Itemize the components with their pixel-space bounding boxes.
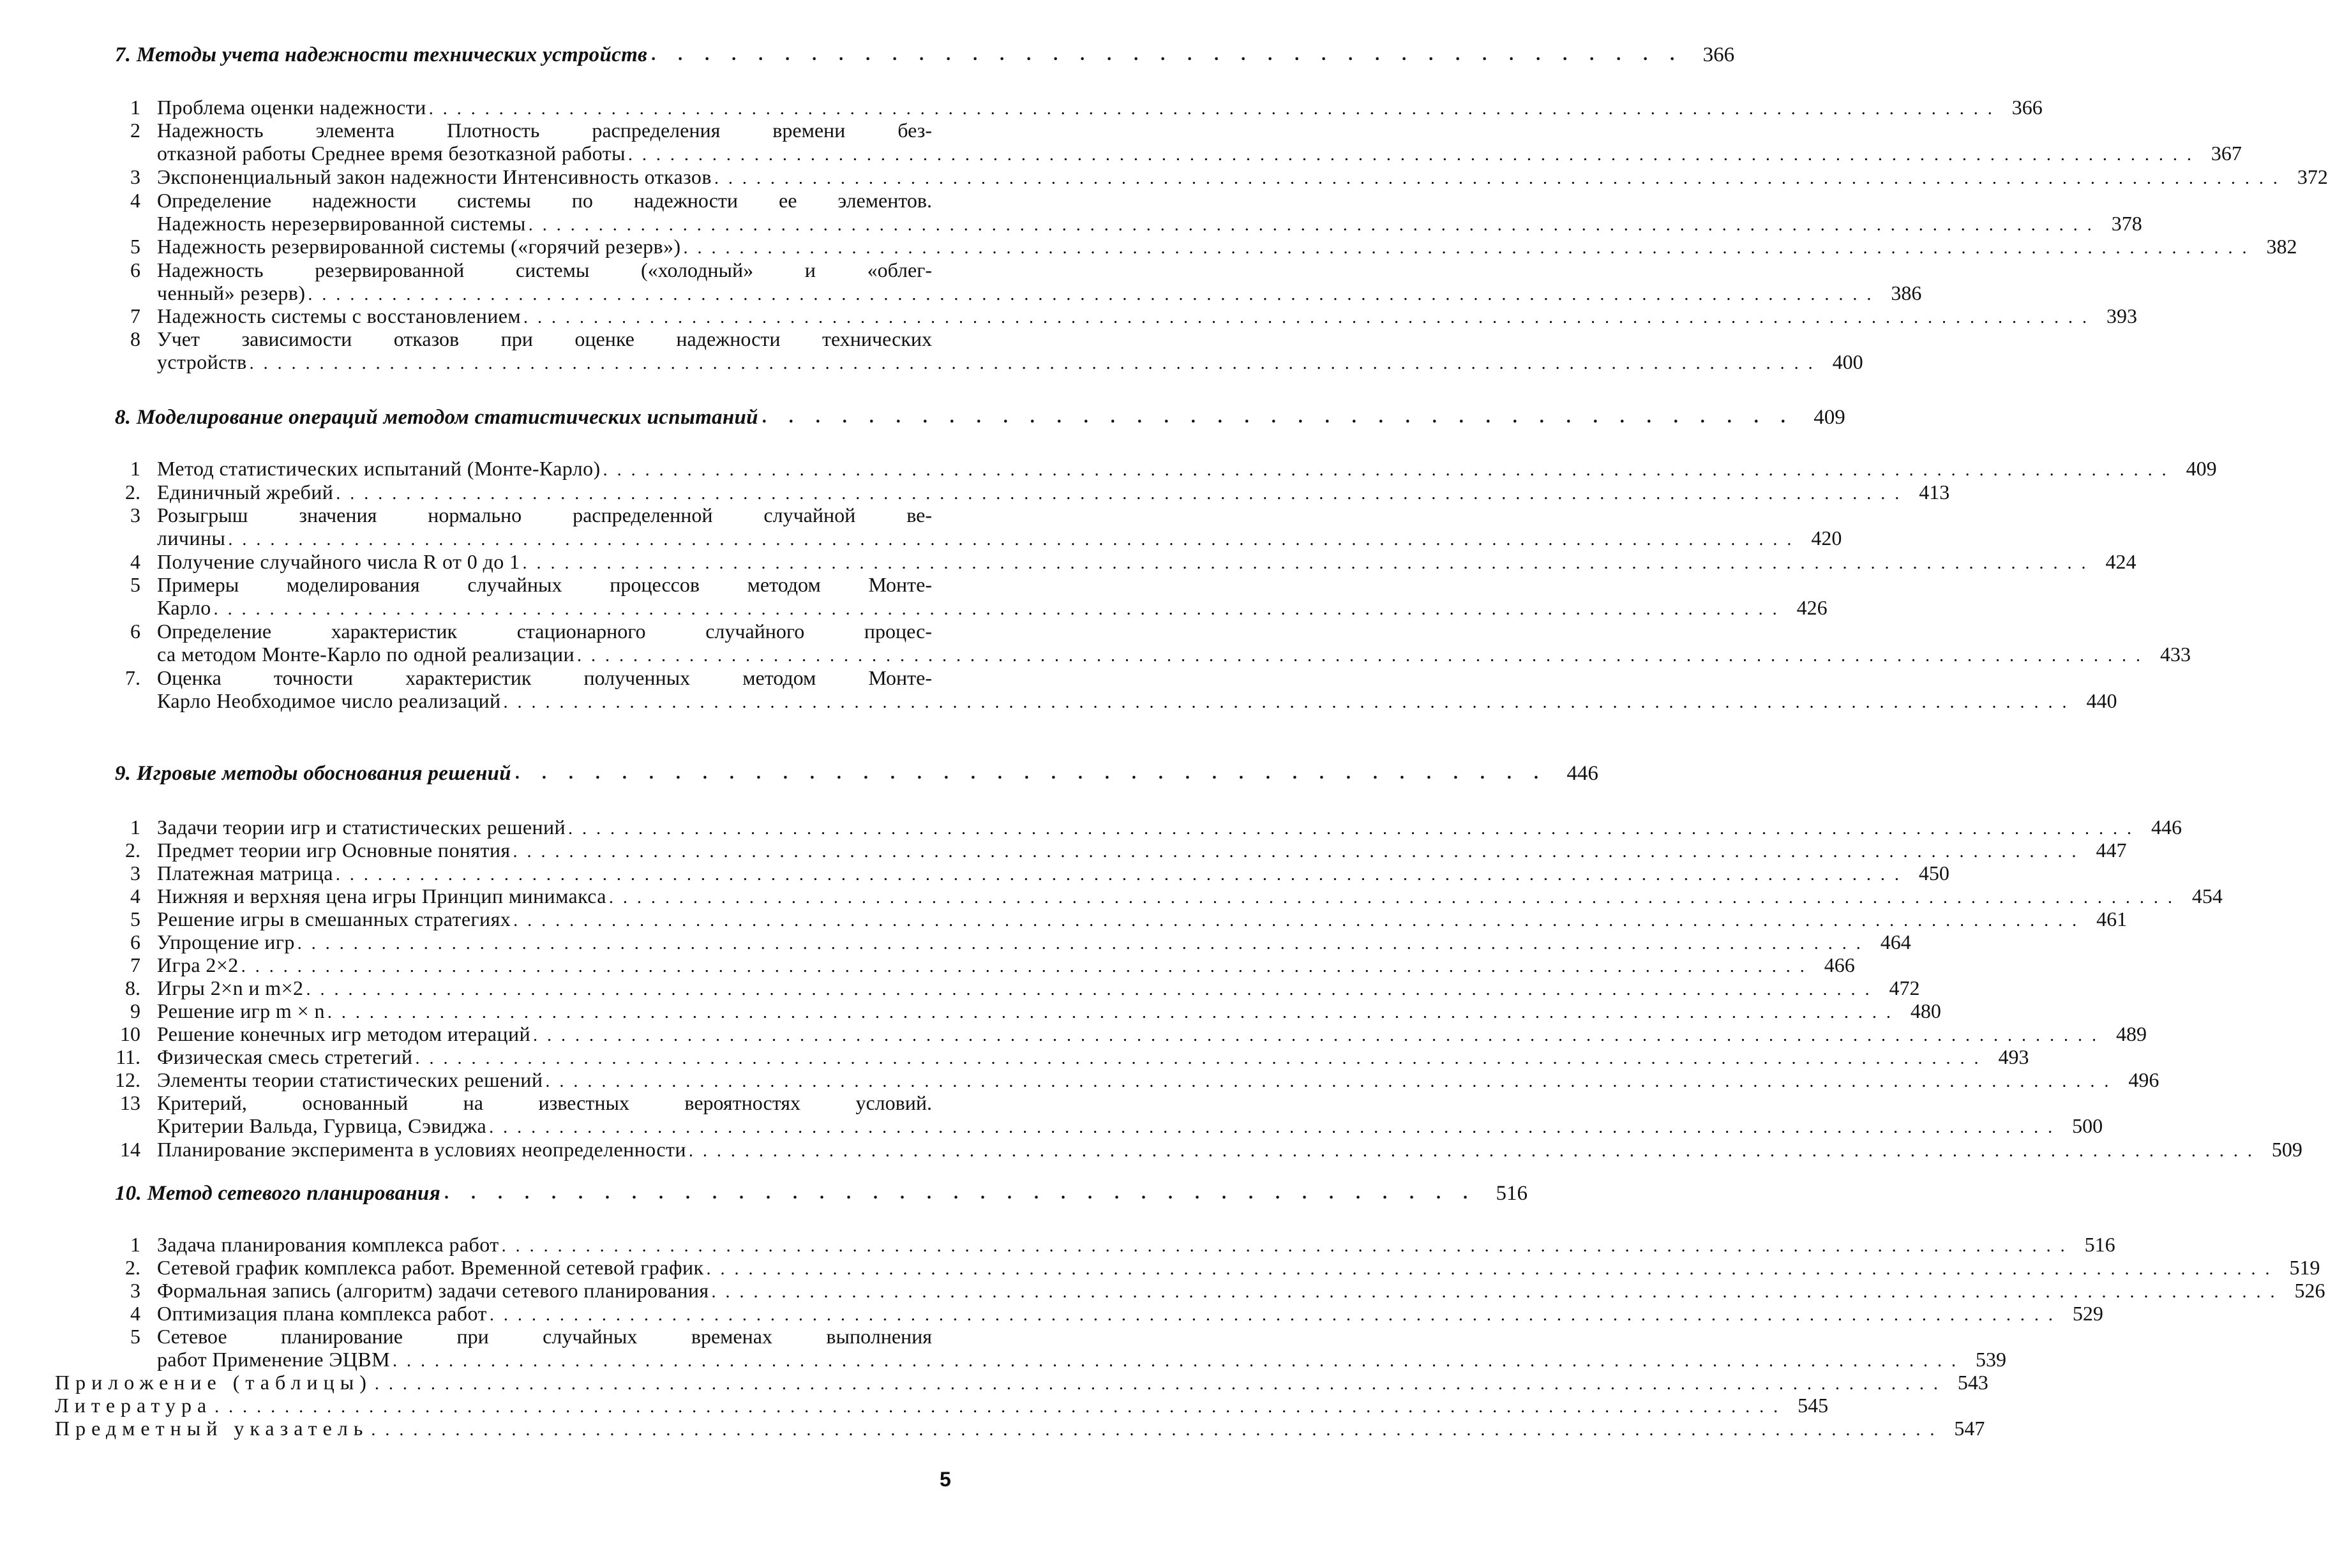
section-number: 4 xyxy=(130,550,140,573)
toc-entry[interactable] xyxy=(112,1302,2103,1327)
section-number: 5 xyxy=(130,1325,140,1348)
section-number: 9 xyxy=(130,999,140,1022)
chapter-heading[interactable] xyxy=(115,33,1735,66)
section-number: 4 xyxy=(130,189,140,212)
back-matter-entry[interactable] xyxy=(55,1394,1829,1419)
section-page-number: 386 xyxy=(1891,281,1922,305)
section-page-number: 446 xyxy=(2151,816,2182,839)
section-page-number: 519 xyxy=(2289,1256,2320,1279)
section-title-line: Сетевой график комплекса работ. Временной сетевой график xyxy=(157,1256,704,1279)
dot-leader: ................................................................................................................ xyxy=(603,460,2176,480)
toc-entry[interactable] xyxy=(112,304,2138,329)
section-page-number: 378 xyxy=(2111,212,2142,235)
section-title-line: Экспоненциальный закон надежности Интенсивность отказов xyxy=(157,165,712,188)
chapter-page-number: 366 xyxy=(1702,43,1735,66)
toc-entry[interactable] xyxy=(112,999,1941,1024)
toc-entry[interactable] xyxy=(112,481,1950,505)
toc-entry[interactable] xyxy=(112,1068,2159,1093)
toc-entry[interactable] xyxy=(112,96,2043,121)
dot-leader: ................................................................................................................ xyxy=(489,1117,2062,1138)
section-number: 3 xyxy=(130,862,140,885)
section-number: 1 xyxy=(130,1233,140,1256)
dot-leader: ................................................................................................................ xyxy=(374,1374,1948,1394)
section-page-number: 489 xyxy=(2116,1022,2147,1045)
dot-leader: ................................................................................................................ xyxy=(371,1420,1944,1440)
section-number: 2. xyxy=(125,1256,140,1279)
section-page-number: 413 xyxy=(1919,481,1950,504)
back-matter-entry[interactable] xyxy=(55,1417,1985,1442)
dot-leader: ................................................................................................................ xyxy=(706,1259,2279,1279)
section-title-line: са методом Монте-Карло по одной реализации xyxy=(157,643,575,666)
section-number: 10 xyxy=(120,1022,140,1045)
section-title-line: Платежная матрица xyxy=(157,862,333,885)
section-page-number: 509 xyxy=(2271,1138,2302,1161)
back-matter-label: Литература xyxy=(55,1394,213,1417)
section-title-line: Проблема оценки надежности xyxy=(157,96,426,119)
section-page-number: 433 xyxy=(2160,643,2191,666)
section-page-number: 480 xyxy=(1910,999,1941,1022)
section-title-line: Розыгрыш значения нормально распределенной случайной ве- xyxy=(157,504,932,526)
dot-leader: ................................................................................................................ xyxy=(688,1141,2262,1161)
section-title-line: работ Применение ЭЦВМ xyxy=(157,1348,390,1371)
back-matter-label: Приложение (таблицы) xyxy=(55,1371,372,1394)
section-title-line: Оценка точности характеристик полученных методом Монте- xyxy=(157,666,932,689)
toc-entry[interactable] xyxy=(112,119,2242,167)
section-number: 2. xyxy=(125,481,140,504)
toc-entry[interactable] xyxy=(112,862,1949,886)
section-number: 1 xyxy=(130,816,140,839)
section-title-line: Задача планирования комплекса работ xyxy=(157,1233,499,1256)
section-title-line: ченный» резерв) xyxy=(157,281,306,305)
section-title-line: Оптимизация плана комплекса работ xyxy=(157,1302,487,1325)
dot-leader: ................................................................................................................ xyxy=(627,145,2201,165)
section-page-number: 529 xyxy=(2072,1302,2103,1325)
dot-leader: ................................................................................................................ xyxy=(513,842,2086,862)
dot-leader: ................................................................................................................ xyxy=(513,911,2087,930)
dot-leader: ................................................................................................................ xyxy=(523,308,2097,327)
section-number: 13 xyxy=(120,1091,140,1114)
section-number: 2. xyxy=(125,839,140,862)
toc-entry[interactable] xyxy=(112,1138,2302,1163)
chapter-title: 8. Моделирование операций методом статистических испытаний xyxy=(115,406,758,429)
section-number: 2 xyxy=(130,119,140,142)
toc-entry[interactable] xyxy=(112,930,1911,955)
section-number: 6 xyxy=(130,620,140,643)
section-number: 3 xyxy=(130,1279,140,1302)
section-number: 4 xyxy=(130,885,140,907)
section-title-line: Критерий, основанный на известных вероятностях условий. xyxy=(157,1091,932,1114)
dot-leader: ................................................................................................................ xyxy=(568,819,2142,839)
dot-leader: ................................................................................................................ xyxy=(522,553,2096,573)
toc-entry[interactable] xyxy=(112,1091,2103,1140)
dot-leader: ................................................................................................................ xyxy=(711,1282,2285,1302)
section-title-line: Предмет теории игр Основные понятия xyxy=(157,839,511,862)
section-title-line: Надежность элемента Плотность распределения времени без- xyxy=(157,119,932,142)
toc-entry[interactable] xyxy=(112,550,2137,575)
dot-leader: ................................................................................................................ xyxy=(528,215,2101,235)
section-number: 12. xyxy=(115,1068,140,1091)
section-number: 14 xyxy=(120,1138,140,1161)
dot-leader: ................................................................................................................ xyxy=(335,865,1909,885)
section-title-line: Надежность резервированной системы («холодный» и «облег- xyxy=(157,258,932,281)
section-page-number: 393 xyxy=(2106,304,2138,327)
section-title-line: Надежность нерезервированной системы xyxy=(157,212,526,235)
dot-leader: . . . . . . . . . . . . . . . . . . . . . . . . . . . . . . . . . . . . . . . xyxy=(444,1183,1477,1203)
back-matter-page-number: 547 xyxy=(1954,1417,1985,1440)
dot-leader: ................................................................................................................ xyxy=(297,934,1870,953)
section-title-line: Карло xyxy=(157,596,211,620)
toc-entry[interactable] xyxy=(112,165,2328,190)
dot-leader: ................................................................................................................ xyxy=(392,1351,1965,1371)
dot-leader: ................................................................................................................ xyxy=(501,1236,2075,1256)
dot-leader: . . . . . . . . . . . . . . . . . . . . . . . . . . . . . . . . . . . . . . . xyxy=(651,45,1684,64)
chapter-title: 10. Метод сетевого планирования xyxy=(115,1182,441,1205)
section-number: 5 xyxy=(130,907,140,930)
section-page-number: 461 xyxy=(2096,907,2128,930)
toc-entry[interactable] xyxy=(112,1279,2325,1304)
toc-entry[interactable] xyxy=(112,1233,2115,1258)
dot-leader: ................................................................................................................ xyxy=(683,238,2257,258)
section-title-line: Сетевое планирование при случайных временах выполнения xyxy=(157,1325,932,1348)
section-title-line: Получение случайного числа R от 0 до 1 xyxy=(157,550,520,573)
section-page-number: 447 xyxy=(2096,839,2127,862)
section-page-number: 420 xyxy=(1811,526,1842,550)
dot-leader: ................................................................................................................ xyxy=(428,99,2002,119)
section-page-number: 496 xyxy=(2128,1068,2159,1091)
section-title-line: Игры 2×n и m×2 xyxy=(157,976,304,999)
chapter-heading[interactable] xyxy=(115,1172,1528,1205)
section-page-number: 400 xyxy=(1832,350,1863,374)
toc-entry[interactable] xyxy=(112,1022,2147,1047)
section-title-line: устройств xyxy=(157,350,247,374)
section-page-number: 526 xyxy=(2294,1279,2325,1302)
dot-leader: ................................................................................................................ xyxy=(308,285,1881,305)
section-page-number: 466 xyxy=(1824,953,1855,976)
section-number: 6 xyxy=(130,258,140,281)
section-page-number: 454 xyxy=(2191,885,2223,907)
toc-entry[interactable] xyxy=(112,976,1920,1001)
section-page-number: 424 xyxy=(2105,550,2137,573)
dot-leader: ................................................................................................................ xyxy=(415,1049,1988,1068)
toc-entry[interactable] xyxy=(112,327,1863,376)
section-title-line: Надежность резервированной системы («горячий резерв») xyxy=(157,235,681,258)
toc-entry[interactable] xyxy=(112,1045,2029,1070)
page-number: 5 xyxy=(940,1468,951,1491)
section-title-line: Решение игр m × n xyxy=(157,999,325,1022)
toc-entry[interactable] xyxy=(112,189,2142,237)
section-page-number: 464 xyxy=(1880,930,1911,953)
section-title-line: Метод статистических испытаний (Монте-Карло) xyxy=(157,457,601,480)
section-title-line: Карло Необходимое число реализаций xyxy=(157,689,501,713)
section-page-number: 367 xyxy=(2211,142,2242,165)
dot-leader: ................................................................................................................ xyxy=(306,980,1879,999)
toc-entry[interactable] xyxy=(112,258,1922,307)
section-title-line: Определение характеристик стационарного случайного процес- xyxy=(157,620,932,643)
toc-entry[interactable] xyxy=(112,457,2217,482)
section-title-line: Формальная запись (алгоритм) задачи сетевого планирования xyxy=(157,1279,709,1302)
toc-entry[interactable] xyxy=(112,666,2117,715)
section-page-number: 450 xyxy=(1918,862,1949,885)
section-page-number: 372 xyxy=(2297,165,2328,188)
chapter-title: 9. Игровые методы обоснования решений xyxy=(115,762,511,785)
toc-entry[interactable] xyxy=(112,1325,2006,1373)
section-page-number: 472 xyxy=(1889,976,1920,999)
toc-entry[interactable] xyxy=(112,839,2127,863)
section-page-number: 409 xyxy=(2186,457,2217,480)
dot-leader: ................................................................................................................ xyxy=(714,168,2287,188)
toc-entry[interactable] xyxy=(112,504,1842,552)
section-title-line: Примеры моделирования случайных процессов методом Монте- xyxy=(157,573,932,596)
toc-entry[interactable] xyxy=(112,235,2297,260)
section-number: 8 xyxy=(130,327,140,350)
section-title-line: Учет зависимости отказов при оценке надежности технических xyxy=(157,327,932,350)
section-title-line: Надежность системы с восстановлением xyxy=(157,304,522,327)
dot-leader: ................................................................................................................ xyxy=(214,1397,1788,1417)
section-title-line: личины xyxy=(157,526,226,550)
section-title-line: Физическая смесь стретегий xyxy=(157,1045,413,1068)
dot-leader: ................................................................................................................ xyxy=(489,1305,2062,1325)
section-title-line: Упрощение игр xyxy=(157,930,295,953)
section-title-line: Планирование эксперимента в условиях неопределенности xyxy=(157,1138,686,1161)
section-number: 7. xyxy=(125,666,140,689)
back-matter-entry[interactable] xyxy=(55,1371,1988,1396)
section-number: 6 xyxy=(130,930,140,953)
toc-entry[interactable] xyxy=(112,573,1828,622)
chapter-page-number: 446 xyxy=(1566,762,1598,785)
section-number: 4 xyxy=(130,1302,140,1325)
section-page-number: 516 xyxy=(2084,1233,2115,1256)
section-page-number: 440 xyxy=(2086,689,2117,713)
section-page-number: 500 xyxy=(2072,1114,2103,1138)
section-number: 5 xyxy=(130,235,140,258)
toc-entry[interactable] xyxy=(112,816,2182,840)
section-number: 1 xyxy=(130,457,140,480)
section-number: 5 xyxy=(130,573,140,596)
chapter-heading[interactable] xyxy=(115,396,1845,429)
section-page-number: 426 xyxy=(1796,596,1828,620)
dot-leader: ................................................................................................................ xyxy=(503,692,2076,713)
dot-leader: ................................................................................................................ xyxy=(327,1003,1900,1022)
dot-leader: ................................................................................................................ xyxy=(213,599,1787,620)
dot-leader: . . . . . . . . . . . . . . . . . . . . . . . . . . . . . . . . . . . . . . . xyxy=(514,763,1547,783)
section-title-line: Элементы теории статистических решений xyxy=(157,1068,543,1091)
section-title-line: Решение игры в смешанных стратегиях xyxy=(157,907,511,930)
section-title-line: Единичный жребий xyxy=(157,481,334,504)
back-matter-label: Предметный указатель xyxy=(55,1417,369,1440)
chapter-heading[interactable] xyxy=(115,752,1598,785)
section-page-number: 539 xyxy=(1975,1348,2006,1371)
section-number: 3 xyxy=(130,504,140,526)
dot-leader: ................................................................................................................ xyxy=(228,530,1801,550)
section-title-line: Нижняя и верхняя цена игры Принцип минимакса xyxy=(157,885,606,907)
section-number: 7 xyxy=(130,304,140,327)
section-number: 11. xyxy=(116,1045,140,1068)
section-number: 3 xyxy=(130,165,140,188)
toc-entry[interactable] xyxy=(112,885,2223,909)
section-number: 1 xyxy=(130,96,140,119)
toc-entry[interactable] xyxy=(112,1256,2320,1281)
dot-leader: ................................................................................................................ xyxy=(533,1026,2106,1045)
dot-leader: ................................................................................................................ xyxy=(545,1071,2119,1091)
section-title-line: Игра 2×2 xyxy=(157,953,239,976)
toc-entry[interactable] xyxy=(112,620,2191,668)
section-page-number: 493 xyxy=(1998,1045,2029,1068)
back-matter-page-number: 543 xyxy=(1957,1371,1988,1394)
dot-leader: ................................................................................................................ xyxy=(336,484,1909,504)
dot-leader: ................................................................................................................ xyxy=(577,646,2151,666)
dot-leader: ................................................................................................................ xyxy=(241,957,1814,976)
section-page-number: 366 xyxy=(2011,96,2043,119)
chapter-page-number: 409 xyxy=(1814,406,1845,429)
back-matter-page-number: 545 xyxy=(1798,1394,1829,1417)
dot-leader: ................................................................................................................ xyxy=(249,354,1822,374)
section-number: 8. xyxy=(125,976,140,999)
chapter-title: 7. Методы учета надежности технических устройств xyxy=(115,43,648,66)
section-page-number: 382 xyxy=(2266,235,2297,258)
toc-entry[interactable] xyxy=(112,907,2128,932)
section-title-line: Определение надежности системы по надежности ее элементов. xyxy=(157,189,932,212)
section-title-line: Задачи теории игр и статистических решений xyxy=(157,816,566,839)
section-title-line: Решение конечных игр методом итераций xyxy=(157,1022,531,1045)
section-title-line: Критерии Вальда, Гурвица, Сэвиджа xyxy=(157,1114,487,1138)
chapter-page-number: 516 xyxy=(1496,1182,1528,1205)
toc-entry[interactable] xyxy=(112,953,1855,978)
section-number: 7 xyxy=(130,953,140,976)
dot-leader: . . . . . . . . . . . . . . . . . . . . . . . . . . . . . . . . . . . . . . . xyxy=(762,407,1794,427)
section-title-line: отказной работы Среднее время безотказной работы xyxy=(157,142,626,165)
dot-leader: ................................................................................................................ xyxy=(608,888,2182,907)
